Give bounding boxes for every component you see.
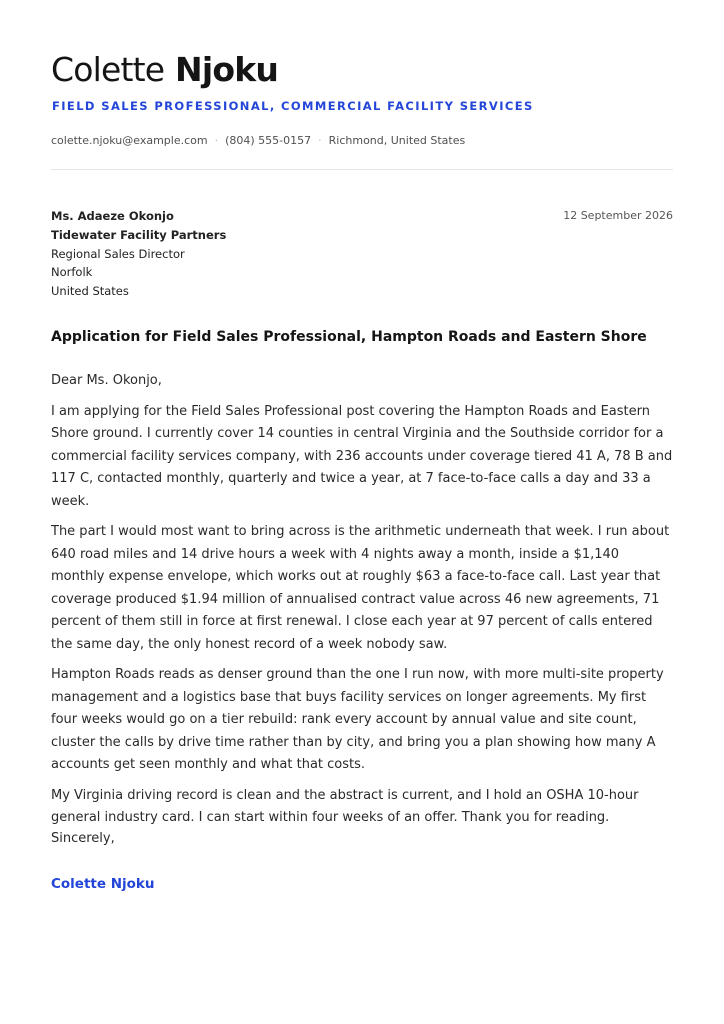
applicant-first-name: Colette	[51, 50, 165, 89]
recipient-company: Tidewater Facility Partners	[51, 227, 227, 242]
applicant-role: FIELD SALES PROFESSIONAL, COMMERCIAL FACILITY SERVICES	[52, 99, 534, 113]
signature: Colette Njoku	[51, 876, 155, 892]
recipient-block	[51, 207, 226, 301]
body-paragraph: The part I would most want to bring across is the arithmetic underneath that week. I run about 640 road miles and 14 drive hours a week with 4 nights away a month, inside a $1,140 monthly expense envelope, which works out at roughly $63 a face-to-face call. Last year that coverage produced $1.94 million of annualised contract value across 46 new agreements, 71 percent of them still in force at first renewal. I close each year at 97 percent of calls entered the same day, the only honest record of a week nobody saw.	[51, 524, 670, 652]
contact-email: colette.njoku@example.com	[51, 134, 208, 147]
recipient-title: Regional Sales Director	[51, 246, 185, 261]
recipient-name: Ms. Adaeze Okonjo	[51, 209, 174, 223]
contact-phone: (804) 555-0157	[225, 134, 312, 147]
body-paragraph: My Virginia driving record is clean and the abstract is current, and I hold an OSHA 10-hour general industry card. I can start within four weeks of an offer. Thank you for reading.	[51, 787, 639, 825]
closing: Sincerely,	[51, 831, 115, 846]
letter-body	[51, 370, 673, 838]
body-paragraph: I am applying for the Field Sales Professional post covering the Hampton Roads and Eastern Shore ground. I currently cover 14 counties in central Virginia and the Southside corridor for a commercial facility services company, with 236 accounts under coverage tiered 41 A, 78 B and 117 C, contacted monthly, quarterly and twice a year, at 7 face-to-face calls a day and 33 a week.	[51, 403, 673, 509]
contact-location: Richmond, United States	[328, 134, 466, 147]
applicant-last-name: Njoku	[175, 50, 279, 89]
applicant-name	[51, 50, 278, 90]
header-divider	[51, 169, 673, 170]
recipient-country: United States	[51, 284, 129, 299]
contact-separator: ·	[318, 134, 322, 147]
salutation: Dear Ms. Okonjo,	[51, 373, 162, 388]
recipient-city: Norfolk	[51, 265, 93, 280]
contact-separator: ·	[214, 134, 219, 147]
body-paragraph: Hampton Roads reads as denser ground than the one I run now, with more multi-site property management and a logistics base that buys facility services on longer agreements. My first four weeks would go on a tier rebuild: rank every account by annual value and site count, cluster the calls by drive time rather than by city, and bring you a plan showing how many A accounts get seen monthly and what that costs.	[51, 667, 664, 772]
letter-subject: Application for Field Sales Professional, Hampton Roads and Eastern Shore	[51, 329, 647, 345]
contact-line	[51, 134, 465, 147]
letter-date: 12 September 2026	[563, 209, 673, 222]
